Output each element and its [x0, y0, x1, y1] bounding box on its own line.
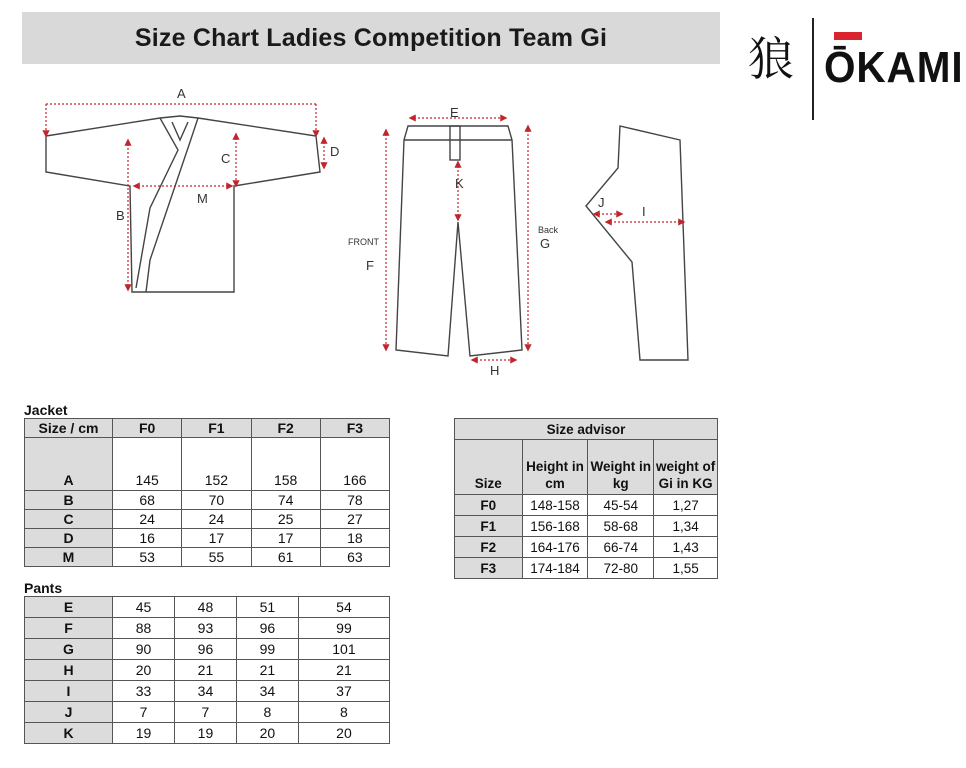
label-e: E [450, 105, 459, 120]
table-cell: 20 [236, 723, 298, 744]
table-cell: 63 [320, 548, 389, 567]
row-label: E [25, 597, 113, 618]
table-row [25, 438, 390, 491]
table-cell: 96 [174, 639, 236, 660]
row-label: J [25, 702, 113, 723]
table-cell: 48 [174, 597, 236, 618]
table-cell: 27 [320, 510, 389, 529]
table-cell: 93 [174, 618, 236, 639]
table-header-cell: weight of Gi in KG [654, 440, 718, 495]
table-cell: 54 [298, 597, 389, 618]
table-cell: 21 [236, 660, 298, 681]
table-cell: 90 [113, 639, 175, 660]
table-cell: 96 [236, 618, 298, 639]
table-cell: 158 [251, 438, 320, 491]
table-row [25, 548, 390, 567]
table-cell: 7 [174, 702, 236, 723]
table-row [455, 516, 718, 537]
table-cell: 174-184 [522, 558, 588, 579]
table-row [25, 510, 390, 529]
label-a: A [177, 86, 186, 101]
table-cell: 17 [182, 529, 251, 548]
row-label: D [25, 529, 113, 548]
row-label: C [25, 510, 113, 529]
logo-macron [834, 32, 862, 40]
row-label: G [25, 639, 113, 660]
table-cell: 21 [298, 660, 389, 681]
table-cell: 78 [320, 491, 389, 510]
table-header-cell: Size [455, 440, 523, 495]
row-label: F1 [455, 516, 523, 537]
table-cell: 66-74 [588, 537, 654, 558]
table-row [25, 491, 390, 510]
label-h: H [490, 363, 500, 378]
table-cell: 70 [182, 491, 251, 510]
table-cell: 74 [251, 491, 320, 510]
advisor-title: Size advisor [455, 419, 718, 440]
jacket-illustration [46, 116, 320, 292]
row-label: H [25, 660, 113, 681]
row-label: F0 [455, 495, 523, 516]
table-header-cell: Height in cm [522, 440, 588, 495]
table-cell: 166 [320, 438, 389, 491]
table-cell: 1,27 [654, 495, 718, 516]
pants-front-illustration [396, 126, 522, 356]
row-label: K [25, 723, 113, 744]
table-cell: 19 [174, 723, 236, 744]
table-header-cell: Weight in kg [588, 440, 654, 495]
table-cell: 24 [182, 510, 251, 529]
table-cell: 88 [113, 618, 175, 639]
table-cell: 164-176 [522, 537, 588, 558]
table-row [25, 639, 390, 660]
label-f: F [366, 258, 374, 273]
table-row [25, 660, 390, 681]
table-cell: 1,43 [654, 537, 718, 558]
table-row [25, 702, 390, 723]
okami-logo [748, 18, 964, 98]
row-label: I [25, 681, 113, 702]
table-row [25, 618, 390, 639]
front-label: FRONT [348, 237, 379, 247]
table-cell: 152 [182, 438, 251, 491]
table-header-cell: Size / cm [25, 419, 113, 438]
size-advisor-table [454, 418, 718, 579]
logo-wordmark: ŌKAMI [824, 43, 964, 92]
row-label: F3 [455, 558, 523, 579]
pants-section-label: Pants [24, 580, 63, 596]
table-cell: 101 [298, 639, 389, 660]
row-label: F2 [455, 537, 523, 558]
table-cell: 61 [251, 548, 320, 567]
table-cell: 1,55 [654, 558, 718, 579]
table-cell: 53 [113, 548, 182, 567]
table-cell: 37 [298, 681, 389, 702]
logo-divider [812, 18, 814, 120]
logo-kanji: 狼 [748, 32, 794, 86]
table-cell: 99 [298, 618, 389, 639]
jacket-size-table [24, 418, 390, 567]
back-label: Back [538, 225, 559, 235]
label-b: B [116, 208, 125, 223]
table-cell: 20 [298, 723, 389, 744]
table-cell: 33 [113, 681, 175, 702]
label-g: G [540, 236, 551, 251]
table-cell: 8 [236, 702, 298, 723]
table-cell: 16 [113, 529, 182, 548]
table-cell: 45 [113, 597, 175, 618]
table-cell: 145 [113, 438, 182, 491]
page-title: Size Chart Ladies Competition Team Gi [134, 23, 608, 52]
row-label: A [25, 438, 113, 491]
table-header-cell: F1 [182, 419, 251, 438]
pants-side-illustration [586, 126, 688, 360]
table-cell: 20 [113, 660, 175, 681]
label-c: C [221, 151, 231, 166]
table-row [25, 529, 390, 548]
label-j: J [598, 195, 605, 210]
table-row [25, 681, 390, 702]
label-m: M [197, 191, 208, 206]
table-row [455, 558, 718, 579]
gi-measurement-diagram [0, 78, 720, 378]
row-label: F [25, 618, 113, 639]
table-cell: 18 [320, 529, 389, 548]
table-cell: 156-168 [522, 516, 588, 537]
row-label: B [25, 491, 113, 510]
table-cell: 34 [236, 681, 298, 702]
table-cell: 19 [113, 723, 175, 744]
table-cell: 34 [174, 681, 236, 702]
table-header-cell: F2 [251, 419, 320, 438]
table-cell: 58-68 [588, 516, 654, 537]
row-label: M [25, 548, 113, 567]
table-cell: 72-80 [588, 558, 654, 579]
table-cell: 24 [113, 510, 182, 529]
table-row [25, 597, 390, 618]
table-cell: 99 [236, 639, 298, 660]
table-cell: 55 [182, 548, 251, 567]
table-row [455, 495, 718, 516]
label-d: D [330, 144, 340, 159]
table-row [25, 723, 390, 744]
title-banner [22, 12, 720, 64]
label-k: K [455, 176, 464, 191]
pants-size-table [24, 596, 390, 744]
table-cell: 45-54 [588, 495, 654, 516]
jacket-section-label: Jacket [24, 402, 68, 418]
table-header-cell: F0 [113, 419, 182, 438]
table-cell: 8 [298, 702, 389, 723]
table-cell: 148-158 [522, 495, 588, 516]
table-cell: 25 [251, 510, 320, 529]
table-header-cell: F3 [320, 419, 389, 438]
table-cell: 68 [113, 491, 182, 510]
table-cell: 1,34 [654, 516, 718, 537]
table-cell: 7 [113, 702, 175, 723]
table-cell: 21 [174, 660, 236, 681]
table-row [455, 537, 718, 558]
label-i: I [642, 204, 646, 219]
table-cell: 17 [251, 529, 320, 548]
table-cell: 51 [236, 597, 298, 618]
